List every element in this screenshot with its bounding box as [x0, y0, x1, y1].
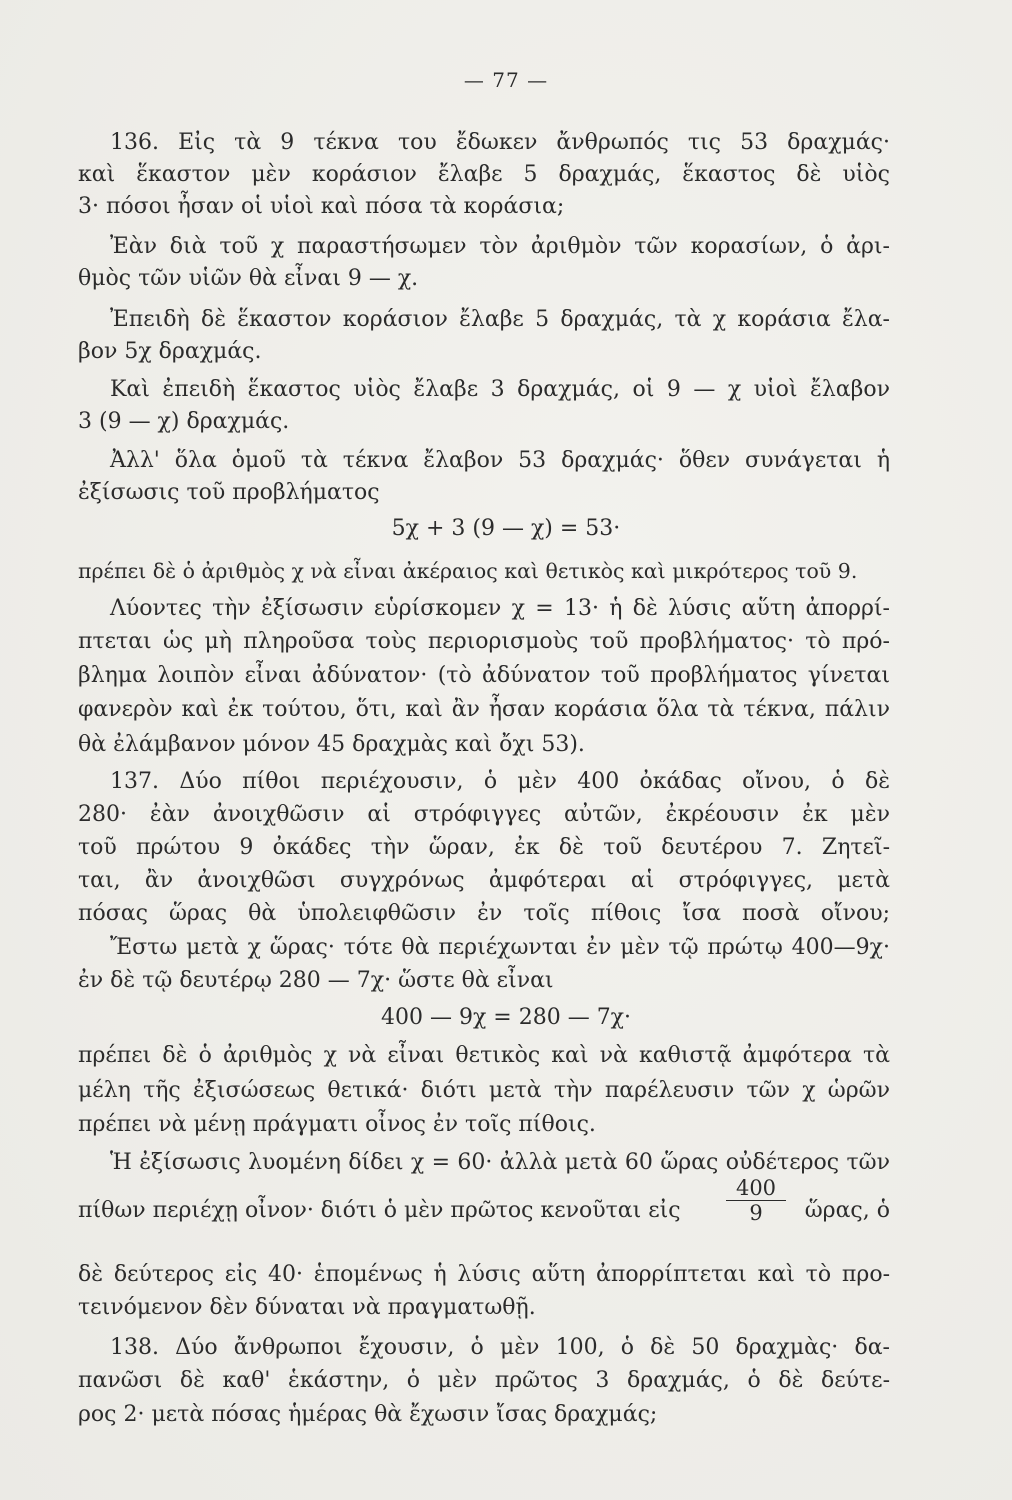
text-line: ρος 2· μετὰ πόσας ἡμέρας θὰ ἔχωσιν ἴσας δραχμάς; [78, 1402, 658, 1427]
text-line: πανῶσι δὲ καθ' ἑκάστην, ὁ μὲν πρῶτος 3 δραχμάς, ὁ δὲ δεύτε- [78, 1368, 890, 1393]
equation: 5χ + 3 (9 — χ) = 53· [391, 516, 621, 541]
text-line: θμὸς τῶν υἱῶν θὰ εἶναι 9 — χ. [78, 266, 419, 291]
text-line: Ἀλλ' ὅλα ὁμοῦ τὰ τέκνα ἔλαβον 53 δραχμάς· ὅθεν συνάγεται ἡ [110, 448, 890, 473]
fraction-denominator: 9 [749, 1201, 763, 1225]
text-line: δὲ δεύτερος εἰς 40· ἑπομένως ἡ λύσις αὕτη ἀπορρίπτεται καὶ τὸ προ- [78, 1262, 890, 1287]
text-line: πόσας ὥρας θὰ ὑπολειφθῶσιν ἐν τοῖς πίθοις ἴσα ποσὰ οἴνου; [78, 901, 890, 926]
text-line: Λύοντες τὴν ἐξίσωσιν εὑρίσκομεν χ = 13· ἡ δὲ λύσις αὕτη ἀπορρί- [110, 596, 890, 621]
text-line: βον 5χ δραχμάς. [78, 339, 262, 364]
text-line: 136. Εἰς τὰ 9 τέκνα του ἔδωκεν ἄνθρωπός τις 53 δραχμάς· [110, 130, 890, 155]
text-line: 137. Δύο πίθοι περιέχουσιν, ὁ μὲν 400 ὀκάδας οἴνου, ὁ δὲ [110, 769, 890, 794]
text-line: πρέπει δὲ ὁ ἀριθμὸς χ νὰ εἶναι θετικὸς καὶ νὰ καθιστᾷ ἀμφότερα τὰ [78, 1043, 890, 1068]
text-line: τεινόμενον δὲν δύναται νὰ πραγματωθῇ. [78, 1295, 536, 1320]
text-line: ἐν δὲ τῷ δευτέρῳ 280 — 7χ· ὥστε θὰ εἶναι [78, 968, 554, 993]
text-line: Καὶ ἐπειδὴ ἕκαστος υἱὸς ἔλαβε 3 δραχμάς, οἱ 9 — χ υἱοὶ ἔλαβον [110, 377, 890, 402]
text-line: μέλη τῆς ἐξισώσεως θετικά· διότι μετὰ τὴν παρέλευσιν τῶν χ ὡρῶν [78, 1078, 890, 1103]
text-line: ὥρας, ὁ [804, 1198, 890, 1223]
fraction-numerator: 400 [726, 1176, 786, 1201]
text-line: 138. Δύο ἄνθρωποι ἔχουσιν, ὁ μὲν 100, ὁ δὲ 50 δραχμὰς· δα- [110, 1335, 890, 1360]
fraction [726, 1176, 786, 1225]
text-line: ται, ἂν ἀνοιχθῶσι συγχρόνως ἀμφότεραι αἱ στρόφιγγες, μετὰ [78, 868, 890, 893]
text-line: καὶ ἕκαστον μὲν κοράσιον ἔλαβε 5 δραχμάς, ἕκαστος δὲ υἱὸς [78, 162, 890, 187]
text-line: τοῦ πρώτου 9 ὀκάδες τὴν ὥραν, ἐκ δὲ τοῦ δευτέρου 7. Ζητεῖ- [78, 835, 890, 860]
text-line: ἐξίσωσις τοῦ προβλήματος [78, 480, 380, 505]
text-line: πρέπει δὲ ὁ ἀριθμὸς χ νὰ εἶναι ἀκέραιος καὶ θετικὸς καὶ μικρότερος τοῦ 9. [78, 559, 858, 583]
text-line: φανερὸν καὶ ἐκ τούτου, ὅτι, καὶ ἂν ἦσαν κοράσια ὅλα τὰ τέκνα, πάλιν [78, 697, 890, 722]
text-line: πρέπει νὰ μένῃ πράγματι οἶνος ἐν τοῖς πίθοις. [78, 1112, 596, 1137]
text-line: πτεται ὡς μὴ πληροῦσα τοὺς περιορισμοὺς τοῦ προβλήματος· τὸ πρό- [78, 629, 890, 654]
equation: 400 — 9χ = 280 — 7χ· [380, 1005, 632, 1030]
text-line: Ἡ ἐξίσωσις λυομένη δίδει χ = 60· ἀλλὰ μετὰ 60 ὥρας οὐδέτερος τῶν [110, 1150, 890, 1175]
text-line: 280· ἐὰν ἀνοιχθῶσιν αἱ στρόφιγγες αὐτῶν, ἐκρέουσιν ἐκ μὲν [78, 802, 890, 827]
text-line: πίθων περιέχῃ οἶνον· διότι ὁ μὲν πρῶτος κενοῦται εἰς [78, 1198, 681, 1223]
text-line: 3 (9 — χ) δραχμάς. [78, 409, 290, 434]
text-line: θὰ ἐλάμβανον μόνον 45 δραχμὰς καὶ ὄχι 53). [78, 732, 585, 757]
text-line: Ἐὰν διὰ τοῦ χ παραστήσωμεν τὸν ἀριθμὸν τῶν κορασίων, ὁ ἀρι- [110, 234, 890, 259]
text-line: Ἐπειδὴ δὲ ἕκαστον κοράσιον ἔλαβε 5 δραχμάς, τὰ χ κοράσια ἔλα- [110, 307, 890, 332]
text-line: Ἔστω μετὰ χ ὥρας· τότε θὰ περιέχωνται ἐν μὲν τῷ πρώτῳ 400—9χ· [110, 935, 890, 960]
text-line: βλημα λοιπὸν εἶναι ἀδύνατον· (τὸ ἀδύνατον τοῦ προβλήματος γίνεται [78, 663, 890, 688]
text-line: 3· πόσοι ἦσαν οἱ υἱοὶ καὶ πόσα τὰ κοράσια; [78, 194, 565, 219]
page-number: — 77 — [463, 68, 549, 92]
